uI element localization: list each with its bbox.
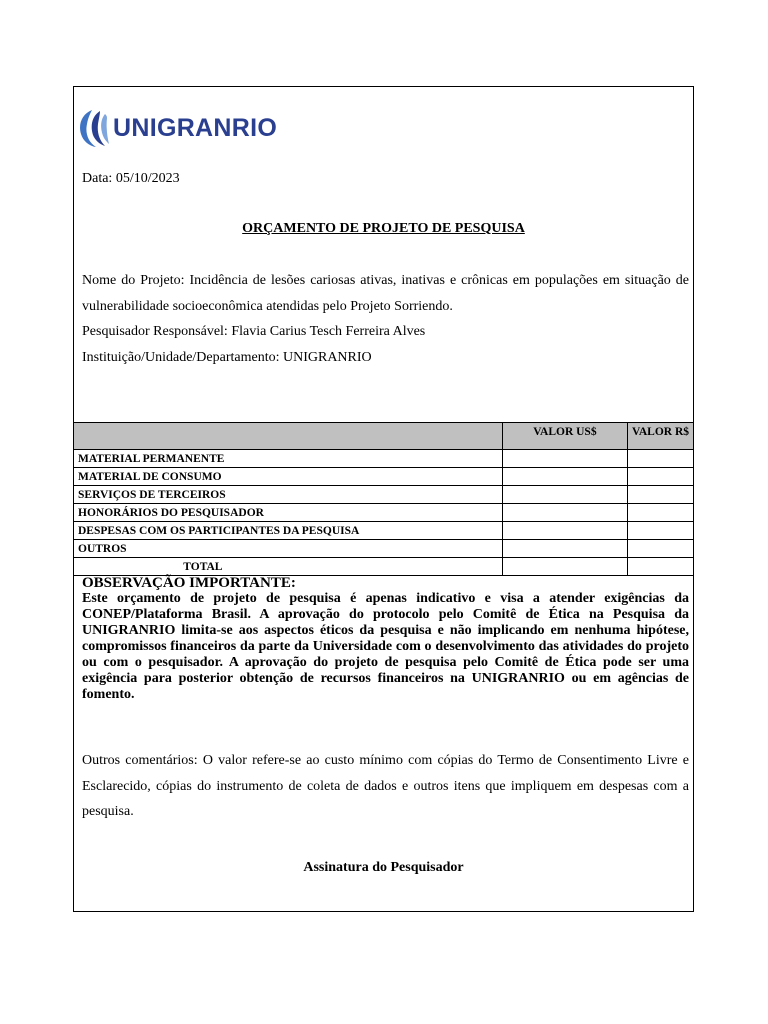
row-value-usd <box>502 450 627 468</box>
header-value-brl: VALOR R$ <box>628 423 694 450</box>
total-value-usd <box>502 558 627 576</box>
row-value-usd <box>502 540 627 558</box>
project-info <box>82 268 689 370</box>
researcher-signature-label: Assinatura do Pesquisador <box>303 860 464 875</box>
row-value-brl <box>628 468 694 486</box>
unigranrio-logo <box>78 108 277 148</box>
important-observation <box>82 575 689 703</box>
unigranrio-logo-icon <box>78 108 110 148</box>
document-date: Data: 05/10/2023 <box>82 171 180 186</box>
header-value-usd: VALOR US$ <box>502 423 627 450</box>
row-value-brl <box>628 522 694 540</box>
row-value-usd <box>502 504 627 522</box>
total-label: TOTAL <box>74 558 503 576</box>
row-label: SERVIÇOS DE TERCEIROS <box>74 486 503 504</box>
table-row <box>74 468 694 486</box>
table-row <box>74 540 694 558</box>
project-institution: Instituição/Unidade/Departamento: UNIGRANRIO <box>82 349 372 365</box>
budget-table-header <box>74 423 694 450</box>
row-label: OUTROS <box>74 540 503 558</box>
observation-heading: OBSERVAÇÃO IMPORTANTE: <box>82 575 296 591</box>
total-value-brl <box>628 558 694 576</box>
project-researcher: Pesquisador Responsável: Flavia Carius Tesch Ferreira Alves <box>82 324 426 339</box>
row-value-usd <box>502 468 627 486</box>
row-label: MATERIAL PERMANENTE <box>74 450 503 468</box>
row-value-brl <box>628 486 694 504</box>
row-label: MATERIAL DE CONSUMO <box>74 468 503 486</box>
header-item <box>74 423 503 450</box>
table-row <box>74 504 694 522</box>
total-row <box>74 558 694 576</box>
row-value-usd <box>502 486 627 504</box>
row-label: DESPESAS COM OS PARTICIPANTES DA PESQUISA <box>74 522 503 540</box>
row-value-brl <box>628 450 694 468</box>
project-name: Nome do Projeto: Incidência de lesões cariosas ativas, inativas e crônicas em populações em situação de vulnerabilidade socioeconômica atendidas pelo Projeto Sorriendo. <box>82 273 689 314</box>
table-row <box>74 450 694 468</box>
other-comments: Outros comentários: O valor refere-se ao custo mínimo com cópias do Termo de Consentimento Livre e Esclarecido, cópias do instrumento de coleta de dados e outros itens que impliquem em despesas com a pesquisa. <box>82 753 689 819</box>
document-title: ORÇAMENTO DE PROJETO DE PESQUISA <box>242 221 525 236</box>
row-value-brl <box>628 504 694 522</box>
row-value-usd <box>502 522 627 540</box>
observation-text: Este orçamento de projeto de pesquisa é apenas indicativo e visa a atender exigências da CONEP/Plataforma Brasil. A aprovação do protocolo pelo Comitê de Ética na Pesquisa da UNIGRANRIO limita-se aos aspectos éticos da pesquisa e não implicando em nenhuma hipótese, compromissos financeiros da parte da Universidade com o desenvolvimento das atividades do projeto ou com o pesquisador. A aprovação do projeto de pesquisa pelo Comitê de Ética pode ser uma exigência para posterior obtenção de recursos financeiros na UNIGRANRIO ou em agências de fomento. <box>82 591 689 702</box>
row-label: HONORÁRIOS DO PESQUISADOR <box>74 504 503 522</box>
table-row <box>74 486 694 504</box>
row-value-brl <box>628 540 694 558</box>
brand-name: UNIGRANRIO <box>113 113 278 142</box>
budget-table <box>73 422 694 576</box>
table-row <box>74 522 694 540</box>
